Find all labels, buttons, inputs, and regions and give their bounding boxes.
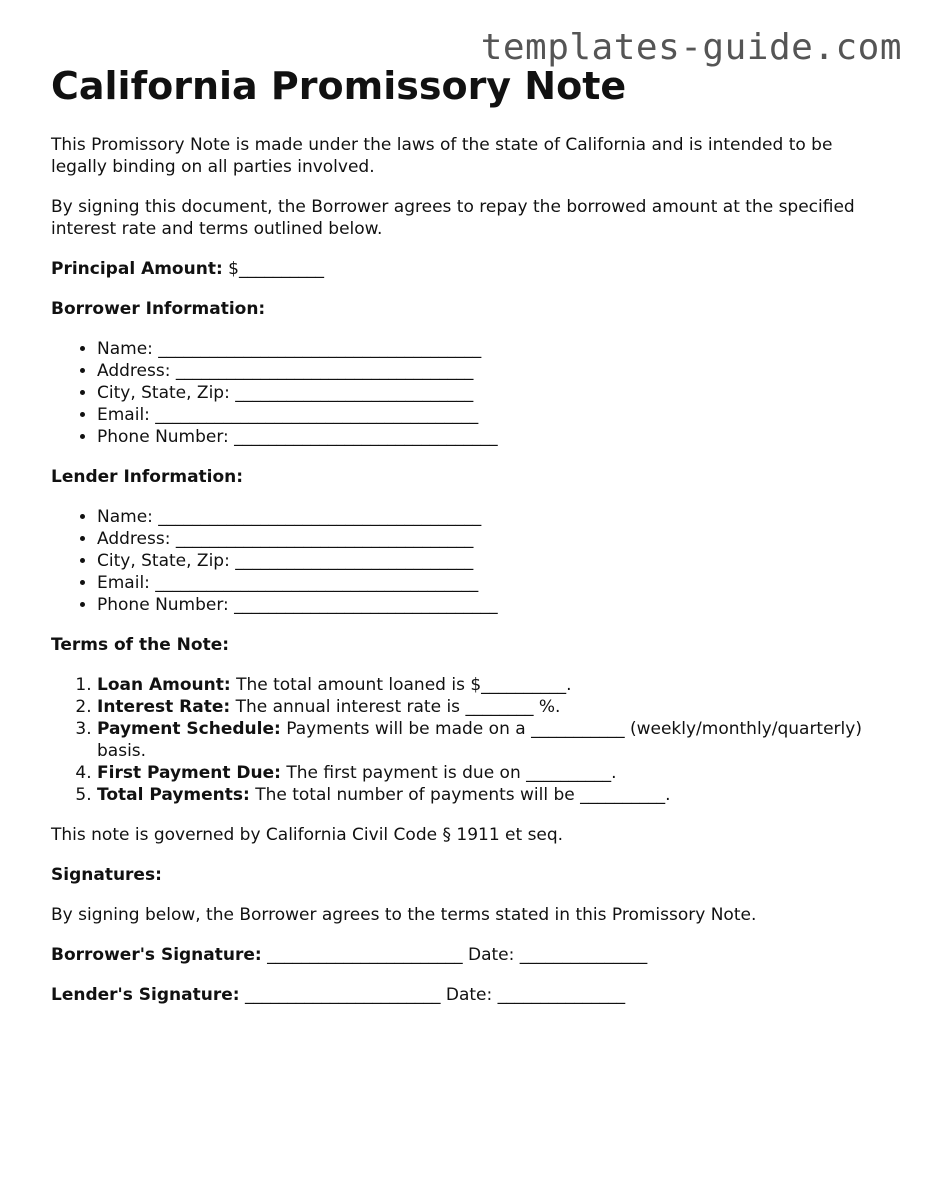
intro-paragraph-1: This Promissory Note is made under the laws of the state of California and is intended to be legally binding on all parties involved. — [51, 135, 833, 177]
lender-email-field: • Email: ______________________________________ — [97, 572, 881, 594]
principal-amount-line — [51, 258, 881, 280]
lender-signature-blank: _______________________ Date: _______________ — [239, 985, 626, 1005]
lender-info-list — [51, 506, 881, 616]
borrower-signature-blank: _______________________ Date: _______________ — [261, 945, 648, 965]
borrower-address-field: • Address: ___________________________________ — [97, 360, 881, 382]
term-total-payments — [97, 784, 881, 806]
terms-list — [51, 674, 881, 806]
term-label: Loan Amount: — [97, 675, 231, 695]
principal-amount-blank: $__________ — [228, 259, 324, 279]
term-label: Interest Rate: — [97, 697, 231, 717]
term-payment-schedule — [97, 718, 881, 762]
term-text: The total amount loaned is $__________. — [230, 675, 572, 695]
governing-law-statement: This note is governed by California Civil Code § 1911 et seq. — [51, 825, 564, 845]
term-interest-rate — [97, 696, 881, 718]
lender-city-state-zip-field: • City, State, Zip: ____________________________ — [97, 550, 881, 572]
lender-phone-field: • Phone Number: _______________________________ — [97, 594, 881, 616]
term-text: Payments will be made on a ___________ (weekly/monthly/quarterly) basis. — [97, 719, 862, 761]
term-text: The total number of payments will be __________. — [249, 785, 671, 805]
watermark: templates-guide.com — [480, 27, 902, 68]
borrower-info-heading: Borrower Information: — [51, 299, 266, 319]
borrower-phone-field: • Phone Number: _______________________________ — [97, 426, 881, 448]
lender-info-heading: Lender Information: — [51, 467, 244, 487]
term-label: Total Payments: — [97, 785, 250, 805]
terms-heading: Terms of the Note: — [51, 635, 230, 655]
signatures-heading: Signatures: — [51, 865, 162, 885]
page-title: California Promissory Note — [51, 64, 627, 108]
principal-amount-label: Principal Amount: — [51, 259, 223, 279]
lender-signature-line — [51, 984, 881, 1006]
document-page — [51, 62, 881, 1024]
borrower-signature-label: Borrower's Signature: — [51, 945, 262, 965]
term-label: Payment Schedule: — [97, 719, 281, 739]
intro-paragraph-2: By signing this document, the Borrower agrees to repay the borrowed amount at the specified interest rate and terms outlined below. — [51, 197, 855, 239]
borrower-name-field: • Name: ______________________________________ — [97, 338, 881, 360]
borrower-info-list — [51, 338, 881, 448]
lender-address-field: • Address: ___________________________________ — [97, 528, 881, 550]
term-text: The annual interest rate is ________ %. — [230, 697, 561, 717]
signatures-statement: By signing below, the Borrower agrees to the terms stated in this Promissory Note. — [51, 905, 757, 925]
term-loan-amount — [97, 674, 881, 696]
term-text: The first payment is due on __________. — [280, 763, 617, 783]
borrower-email-field: • Email: ______________________________________ — [97, 404, 881, 426]
lender-name-field: • Name: ______________________________________ — [97, 506, 881, 528]
borrower-city-state-zip-field: • City, State, Zip: ____________________________ — [97, 382, 881, 404]
borrower-signature-line — [51, 944, 881, 966]
term-first-payment-due — [97, 762, 881, 784]
lender-signature-label: Lender's Signature: — [51, 985, 240, 1005]
term-label: First Payment Due: — [97, 763, 281, 783]
